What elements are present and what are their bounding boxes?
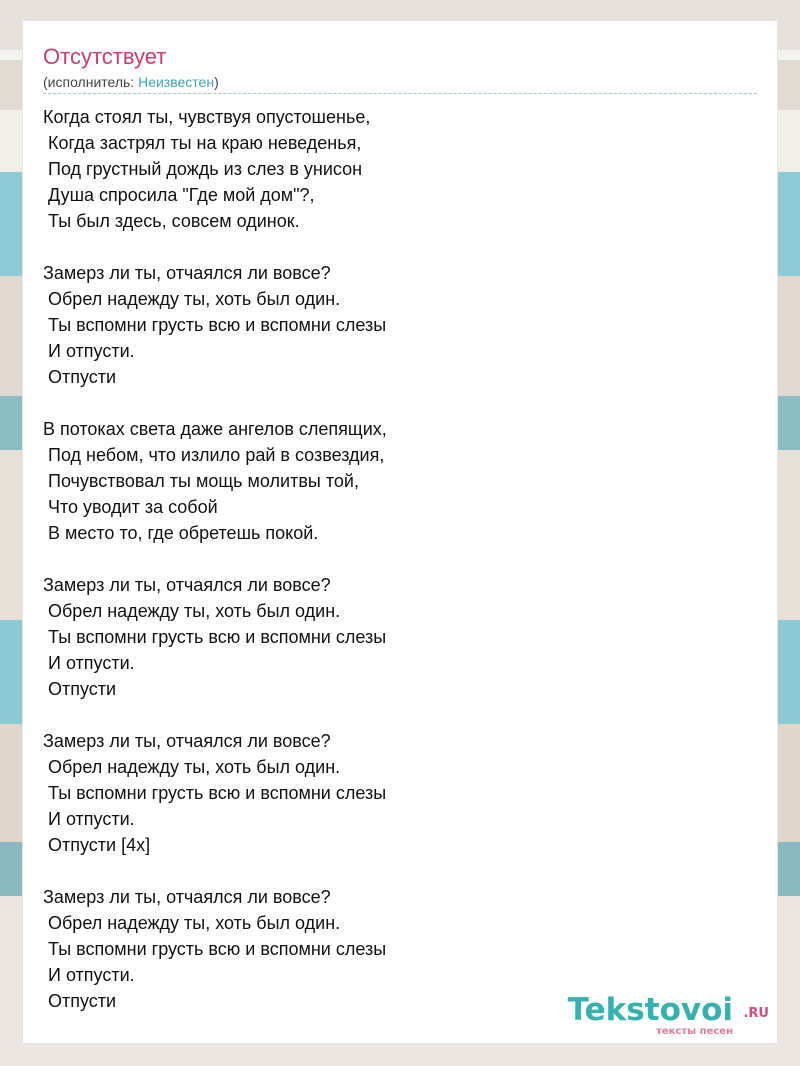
logo-name: Tekstovoi: [567, 992, 733, 1028]
artist-link[interactable]: Неизвестен: [138, 74, 215, 90]
logo-tagline: тексты песен: [656, 1026, 733, 1037]
site-logo[interactable]: [559, 993, 769, 1041]
logo-tld: .RU: [743, 1006, 769, 1021]
song-title: Отсутствует: [43, 44, 167, 69]
lyrics-text: Когда стоял ты, чувствуя опустошенье, Когда застрял ты на краю неведенья, Под грустный дождь из слез в унисон Душа спросила "Где мой дом"?, Ты был здесь, совсем одинок. Замерз ли ты, отчаялся ли вовсе? Обрел надежду ты, хоть был один. Ты вспомни грусть всю и вспомни слезы И отпусти. Отпусти В потоках света даже ангелов слепящих, Под небом, что излило рай в созвездия, Почувствовал ты мощь молитвы той, Что уводит за собой В место то, где обретешь покой. Замерз ли ты, отчаялся ли вовсе? Обрел надежду ты, хоть был один. Ты вспомни грусть всю и вспомни слезы И отпусти. Отпусти Замерз ли ты, отчаялся ли вовсе? Обрел надежду ты, хоть был один. Ты вспомни грусть всю и вспомни слезы И отпусти. Отпусти [4x] Замерз ли ты, отчаялся ли вовсе? Обрел надежду ты, хоть был один. Ты вспомни грусть всю и вспомни слезы И отпусти. Отпусти: [43, 107, 387, 1011]
artist-prefix: (исполнитель:: [43, 74, 139, 90]
lyrics-card: [22, 20, 778, 1044]
artist-line: [43, 73, 219, 91]
header-divider: [43, 93, 757, 94]
artist-suffix: ): [214, 74, 219, 90]
